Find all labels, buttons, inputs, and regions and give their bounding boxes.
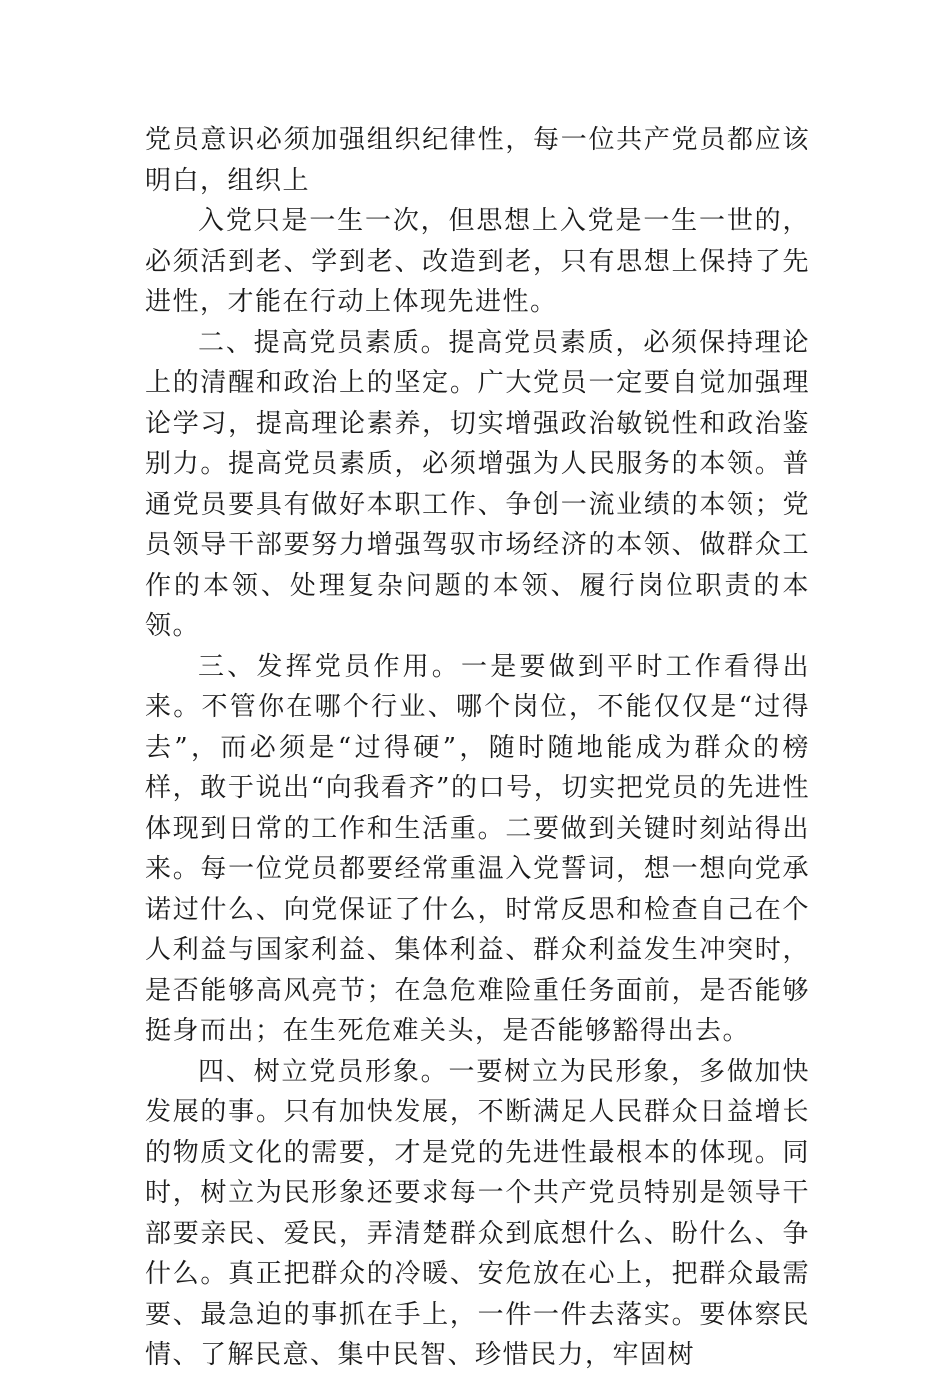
paragraph-5: 四、树立党员形象。一要树立为民形象，多做加快发展的事。只有加快发展，不断满足人民群众日益增长的物质文化的需要，才是党的先进性最根本的体现。同时，树立为民形象还要求每一个共产党员特别是领导干部要亲民、爱民，弄清楚群众到底想什么、盼什么、争什么。真正把群众的冷暖、安危放在心上，把群众最需要、最急迫的事抓在手上，一件一件去落实。要体察民情、了解民意、集中民智、珍惜民力，牢固树 (145, 1056, 810, 1370)
document-page (145, 120, 810, 1376)
paragraph-1: 党员意识必须加强组织纪律性，每一位共产党员都应该明白，组织上 (145, 125, 810, 196)
paragraph-3: 二、提高党员素质。提高党员素质，必须保持理论上的清醒和政治上的坚定。广大党员一定要自觉加强理论学习，提高理论素养，切实增强政治敏锐性和政治鉴别力。提高党员素质，必须增强为人民服务的本领。普通党员要具有做好本职工作、争创一流业绩的本领；党员领导干部要努力增强驾驭市场经济的本领、做群众工作的本领、处理复杂问题的本领、履行岗位职责的本领。 (145, 327, 810, 641)
paragraph-2: 入党只是一生一次，但思想上入党是一生一世的，必须活到老、学到老、改造到老，只有思想上保持了先进性，才能在行动上体现先进性。 (145, 206, 810, 317)
paragraph-4: 三、发挥党员作用。一是要做到平时工作看得出来。不管你在哪个行业、哪个岗位，不能仅仅是“过得去”，而必须是“过得硬”，随时随地能成为群众的榜样，敢于说出“向我看齐”的口号，切实把党员的先进性体现到日常的工作和生活重。二要做到关键时刻站得出来。每一位党员都要经常重温入党誓词，想一想向党承诺过什么、向党保证了什么，时常反思和检查自己在个人利益与国家利益、集体利益、群众利益发生冲突时，是否能够高风亮节；在急危难险重任务面前，是否能够挺身而出；在生死危难关头，是否能够豁得出去。 (145, 651, 810, 1046)
